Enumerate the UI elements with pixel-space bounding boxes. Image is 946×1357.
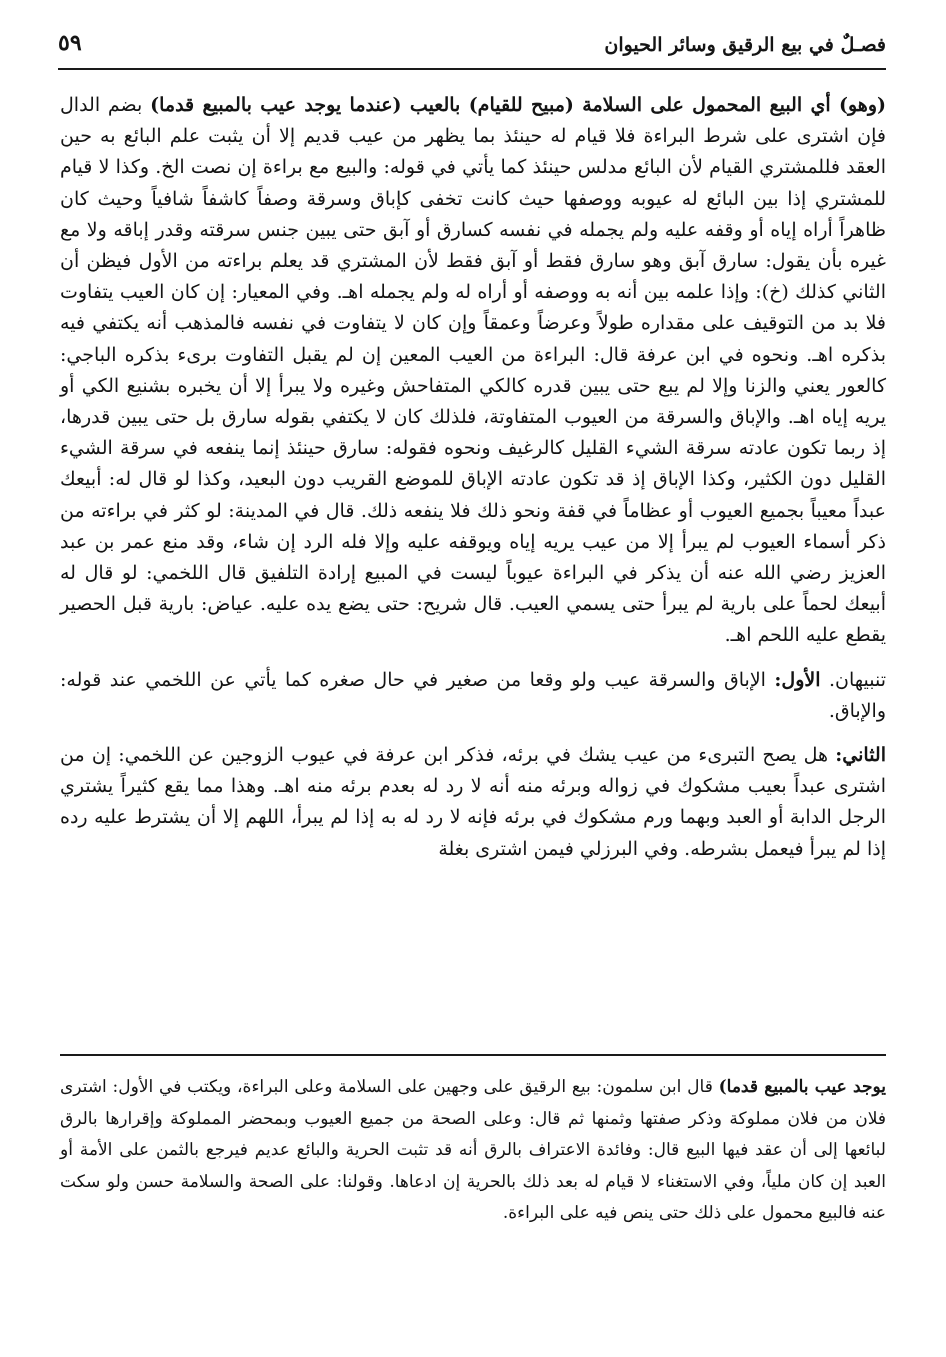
- paragraph: [60, 90, 886, 652]
- paragraph-body: بضم الدال فإن اشترى على شرط البراءة فلا قيام له حينئذ بما يظهر من عيب قديم إلا أن يثبت علم البائع به حين العقد فللمشتري القيام لأن البائع مدلس حينئذ كما يأتي في قوله: والبيع مع براءة إن نصت الخ. وكذا لا قيام للمشتري إذا بين البائع له عيوبه ووصفها حيث كانت تخفى كإباق وسرقة وصفاً كاشفاً شافياً وحيث كان ظاهراً أراه إياه أو وقفه عليه ولم يجمله في نفسه كسارق أو آبق حتى يبين جنس سرقته وقدر إباقه ولا مع غيره بأن يقول: سارق آبق وهو سارق فقط أو آبق فقط لأن المشتري قد يعلم براءته من الأول فيظن أن الثاني كذلك (خ): وإذا علمه بين أنه به ووصفه أو أراه له ولم يجمله اهـ. وفي المعيار: إن كان العيب يتفاوت فلا بد من التوقيف على مقداره طولاً وعرضاً وعمقاً وإن كان لا يتفاوت في نفسه فالمذهب أنه يكتفي فيه بذكره اهـ. ونحوه في ابن عرفة قال: البراءة من العيب المعين إن لم يقبل التفاوت برىء بذكره الباجي: كالعور يعني والزنا وإلا لم يبع حتى يبين قدره كالكي المتفاحش وغيره ولا يبرأ إلا أن يخبره بشنيع الكي أو يريه إياه اهـ. والإباق والسرقة من العيوب المتفاوتة، فلذلك كان لا يكتفي بقوله سارق بل حتى يبين قدرها، إذ ربما تكون عادته سرقة الشيء القليل كالرغيف ونحوه فقوله: سارق حينئذ إنما ينفعه في سرقة الشيء القليل دون الكثير، وكذا الإباق إذ قد تكون عادته الإباق للموضع القريب دون البعيد، وكذا لو قال له: أبيعك عبداً معيباً بجميع العيوب أو عظاماً في قفة ونحو ذلك فلا ينفعه ذلك. قال في المدينة: لو كثر في براءته من ذكر أسماء العيوب لم يبرأ إلا من عيب يريه إياه ويوقفه عليه وإلا فله الرد إن شاء، وقد منع عمر بن عبد العزيز رضي الله عنه أن يذكر في البراءة عيوباً ليست في المبيع إرادة التلفيق قال اللخمي: لو قال له أبيعك لحماً على بارية لم يبرأ حتى يسمي العيب. قال شريح: حتى يضع يده عليه. عياض: بارية قبل الحصير يقطع عليه اللحم اهـ.: [60, 94, 887, 647]
- paragraph-heading: الأول:: [774, 668, 821, 691]
- paragraph: [60, 740, 886, 865]
- paragraph-lead: تنبيهان.: [820, 668, 887, 691]
- main-text: [60, 90, 886, 865]
- running-title: فصـلٌ في بيع الرقيق وسائر الحيوان: [604, 34, 886, 56]
- page-header: [58, 24, 886, 70]
- page-number: ٥٩: [58, 30, 82, 56]
- paragraph-lead: (وهو) أي البيع المحمول على السلامة (مبيح للقيام) بالعيب (عندما يوجد عيب بالمبيع قدما): [150, 94, 886, 116]
- paragraph-body: هل يصح التبرىء من عيب يشك في برئه، فذكر ابن عرفة في عيوب الزوجين عن اللخمي: إن من اشترى عبداً بعيب مشكوك في زواله وبرئه منه أنه لا رد له بعدم برئه منه اهـ. وهذا مما يقع كثيراً يشتري الرجل الدابة أو العبد وبهما ورم مشكوك في برئه فإنه لا رد له به إذا لم يبرأ، اللهم إلا أن يشترط عليه رده إذا لم يبرأ فيعمل بشرطه. وفي البرزلي فيمن اشترى بغلة: [60, 744, 886, 860]
- paragraph-heading: الثاني:: [835, 744, 886, 767]
- paragraph-body: الإباق والسرقة عيب ولو وقعا من صغير في حال صغره كما يأتي عن اللخمي عند قوله: والإباق.: [60, 668, 886, 722]
- footnote-divider: [60, 1054, 886, 1056]
- footnote-lead: يوجد عيب بالمبيع قدما): [718, 1077, 886, 1097]
- footnote: [60, 1072, 886, 1230]
- paragraph: [60, 665, 886, 727]
- footnote-body: قال ابن سلمون: بيع الرقيق على وجهين على السلامة وعلى البراءة، ويكتب في الأول: اشترى فلان من فلان مملوكة وذكر صفتها وثمنها ثم قال: وعلى الصحة من جميع العيوب وبمحضر المملوكة وإقرارها بالرق لبائعها إلى أن عقد فيها البيع قال: وفائدة الاعتراف بالرق أنه قد تثبت الحرية والبائع عديم فيرجع بالثمن على الأمة أو العبد إن كان ملياً، وفي الاستغناء لا قيام له بعد ذلك بالحرية إن ادعاها. وقولنا: على الصحة والسلامة حسن ولو سكت عنه فالبيع محمول على ذلك حتى ينص فيه على البراءة.: [60, 1077, 886, 1224]
